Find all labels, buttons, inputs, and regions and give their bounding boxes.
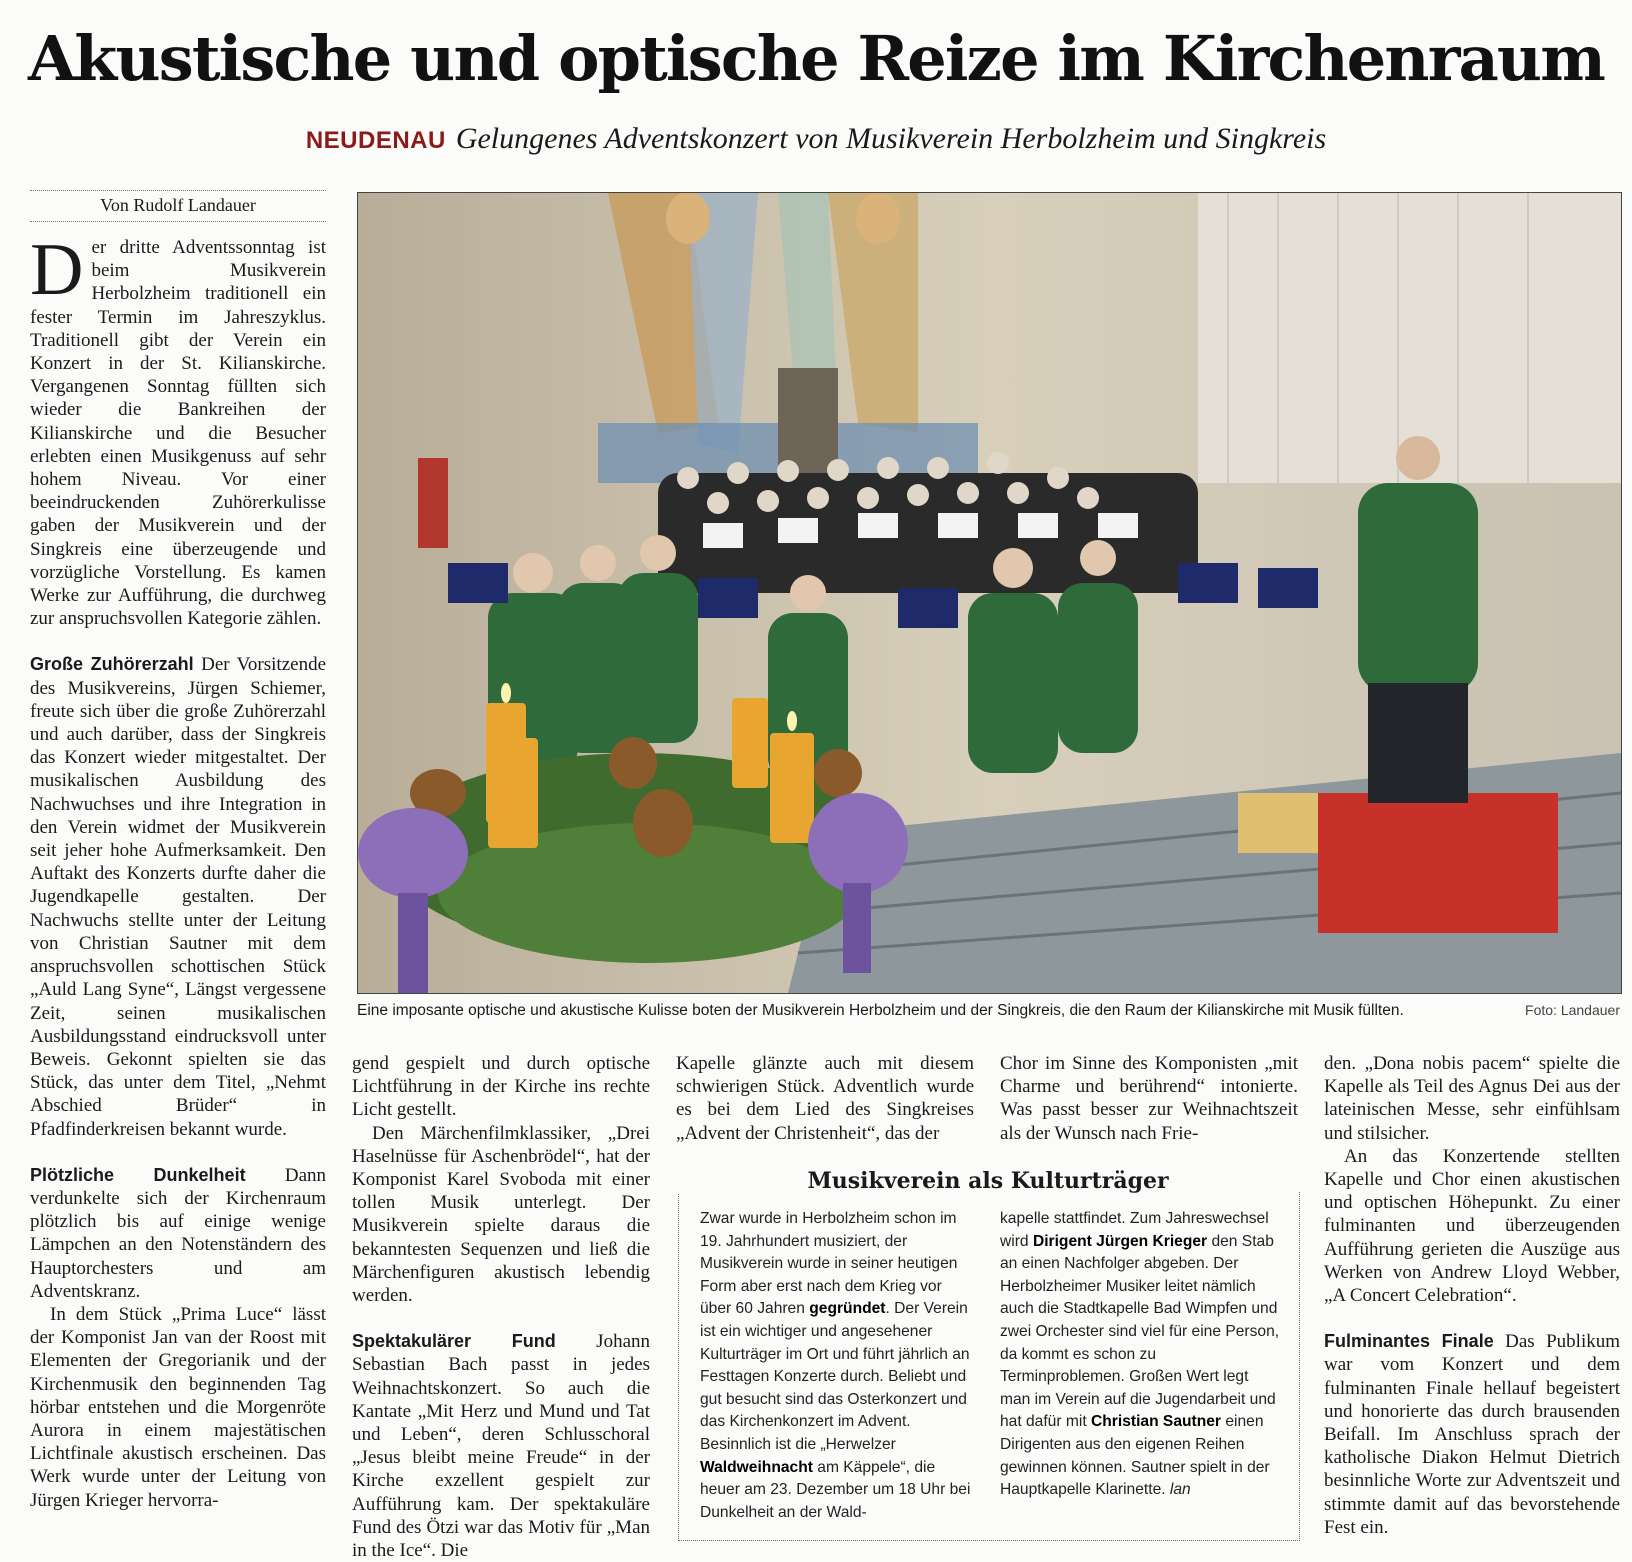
photo-credit: Foto: Landauer — [1525, 1002, 1620, 1018]
info-text: den Stab an einen Nachfolger abgeben. Der Herbolzheimer Musiker leitet nämlich auch die Stadtkapelle Bad Wimpfen und zwei Orchester sind viel für eine Person, da kommt es schon zu Terminproblemen. Großen Wert legt man im Verein auf die Jugendarbeit und hat dafür mit — [1000, 1232, 1280, 1431]
paragraph — [30, 1164, 326, 1303]
paragraph: Kapelle glänzte auch mit diesem schwierigen Stück. Adventlich wurde es bei dem Lied des Singkreises „Advent der Christenheit“, das der — [676, 1053, 974, 1144]
paragraph — [30, 653, 326, 1140]
info-box-column-right — [1000, 1208, 1282, 1502]
subhead-kicker: Spektakulärer Fund — [352, 1331, 556, 1352]
subhead-kicker: Große Zuhörerzahl — [30, 654, 194, 675]
deck: Gelungenes Adventskonzert von Musikverein Herbolzheim und Singkreis — [455, 122, 1327, 155]
caption-text: Eine imposante optische und akustische Kulisse boten der Musikverein Herbolzheim und der Singkreis, die den Raum der Kilianskirche mit Musik füllten. — [357, 1002, 1404, 1019]
paragraph: Chor im Sinne des Komponisten „mit Charme und berührend“ intonierte. Was passt besser zur Weihnachtszeit als der Wunsch nach Frie- — [1000, 1053, 1298, 1144]
headline: Akustische und optische Reize im Kirchenraum — [27, 22, 1605, 95]
info-emphasis: Christian Sautner — [1091, 1413, 1221, 1431]
paragraph: An das Konzertende stellten Kapelle und Chor einen akustischen und optischen Höhepunkt. Zu einer fulminanten und überzeugenden Aufführung gerieten die Auszüge aus Werken von Andrew Lloyd Webber, „A Concert Celebration“. — [1324, 1145, 1620, 1307]
info-text: am Käppele“, die heuer am 23. Dezember um 18 Uhr bei Dunkelheit an der Wald- — [700, 1458, 971, 1521]
article-column-1 — [30, 229, 327, 1512]
info-text: kapelle stattfindet. Zum Jahreswechsel wird — [1000, 1210, 1269, 1250]
paragraph — [352, 1330, 650, 1562]
paragraph: den. „Dona nobis pacem“ spielte die Kapelle als Teil des Agnus Dei aus der lateinischen Messe, sehr einfühlsam und stilsicher. — [1324, 1053, 1620, 1144]
paragraph: Den Märchenfilmklassiker, „Drei Haselnüsse für Aschenbrödel“, hat der Komponist Karel Svoboda mit einer tollen Musik unterlegt. Der Musikverein spielte daraus die bekanntesten Sequenzen und ließ die Märchenfiguren akustisch lebendig werden. — [352, 1122, 650, 1307]
article-column-3 — [676, 1052, 974, 1145]
concert-photo-illustration — [358, 193, 1621, 993]
paragraph-text: Das Publikum war vom Konzert und dem fulminanten Finale hellauf begeistert und honorierte das durch brausenden Beifall. Im Anschluss sprach der katholische Diakon Helmut Dietrich besinnliche Worte zur Adventszeit und stimmte damit auf das bevorstehende Fest ein. — [1324, 1331, 1620, 1538]
info-text: einen Dirigenten aus den eigenen Reihen gewinnen können. Sautner spielt in der Hauptkapelle Klarinette. — [1000, 1413, 1270, 1499]
article-column-4 — [1000, 1052, 1298, 1145]
author-initials: lan — [1169, 1481, 1191, 1499]
byline: Von Rudolf Landauer — [30, 190, 326, 222]
drop-cap: D — [30, 229, 84, 311]
photo-caption — [357, 1002, 1620, 1020]
info-box-column-left — [700, 1208, 972, 1524]
paragraph: gend gespielt und durch optische Lichtführung in der Kirche ins rechte Licht gestellt. — [352, 1053, 650, 1121]
paragraph — [30, 229, 326, 630]
info-box-title: Musikverein als Kulturträger — [678, 1168, 1298, 1194]
article-column-5 — [1324, 1052, 1620, 1539]
paragraph: In dem Stück „Prima Luce“ lässt der Komponist Jan van der Roost mit Elementen der Gregorianik und der Kirchenmusik den beginnenden Tag hörbar entstehen und die Morgenröte Aurora in einem majestätischen Lichtfinale akustisch erscheinen. Das Werk wurde unter der Leitung von Jürgen Krieger hervorra- — [30, 1303, 326, 1511]
paragraph-text: Der Vorsitzende des Musikvereins, Jürgen Schiemer, freute sich über die große Zuhörerzahl und auch darüber, dass der Singkreis das Konzert wieder mitgestaltet. Der musikalischen Ausbildung des Nachwuchses und ihre Integration in den Verein widmet der Musikverein seit jeher hohe Aufmerksamkeit. Den Auftakt des Konzerts durfte daher die Jugendkapelle gestalten. Der Nachwuchs stellte unter der Leitung von Christian Sautner mit dem anspruchsvollen schottischen Stück „Auld Lang Syne“, Längst vergessene Zeit, seinen musikalischen Ausbildungsstand eindrucksvoll unter Beweis. Gekonnt spielten sie das Stück, das unter dem Titel, „Nehmt Abschied Brüder“ in Pfadfinderkreisen bekannt wurde. — [30, 654, 327, 1140]
paragraph-text: Johann Sebastian Bach passt in jedes Weihnachtskonzert. So auch die Kantate „Mit Herz und Mund und Tat und Leben“, deren Schlusschoral „Jesus bleibt meine Freude“ in der Kirche exzellent gespielt zur Aufführung kam. Der spektakuläre Fund des Ötzi war das Motiv für „Man in the Ice“. Die — [352, 1331, 650, 1562]
article-column-2 — [352, 1052, 650, 1562]
subhead-kicker: Fulminantes Finale — [1324, 1331, 1494, 1352]
info-text: Zwar wurde in Herbolzheim schon im 19. Jahrhundert musiziert, der Musikverein wurde in seiner heutigen Form aber erst nach dem Krieg vor über 60 Jahren — [700, 1210, 958, 1318]
info-emphasis: Dirigent Jürgen Krieger — [1032, 1232, 1208, 1250]
paragraph — [1324, 1330, 1620, 1539]
subhead-kicker: Plötzliche Dunkelheit — [30, 1164, 246, 1185]
info-text: . Der Verein ist ein wichtiger und angesehener Kulturträger im Ort und führt jährlich an Festtagen Konzerte durch. Beliebt und gut besucht sind das Osterkonzert und das Kirchenkonzert im Advent. Besinnlich ist die „Herwelzer — [700, 1300, 970, 1453]
paragraph-text: Dann verdunkelte sich der Kirchenraum plötzlich bis auf einige wenige Lämpchen an den Notenständern des Hauptorchesters und am Adventskranz. — [30, 1164, 326, 1302]
info-emphasis: Waldweihnacht — [700, 1458, 813, 1476]
concert-photo — [357, 192, 1622, 994]
paragraph-text: er dritte Adventssonntag ist beim Musikverein Herbolzheim traditionell ein fester Termin im Jahreszyklus. Traditionell gibt der Verein ein Konzert in der St. Kilianskirche. Vergangenen Sonntag füllten sich wieder die Bankreihen der Kilianskirche und die Besucher erlebten einen Musikgenuss auf sehr hohem Niveau. Vor einer beeindruckenden Zuhörerkulisse gaben der Musikverein und der Singkreis eine überzeugende und vorzügliche Vorstellung. Es kamen Werke zur Aufführung, die durchweg zur anspruchsvollen Kategorie zählen. — [30, 237, 326, 630]
dateline-place: NEUDENAU — [305, 127, 446, 154]
subheadline — [0, 122, 1632, 156]
info-emphasis: gegründet — [809, 1300, 886, 1318]
